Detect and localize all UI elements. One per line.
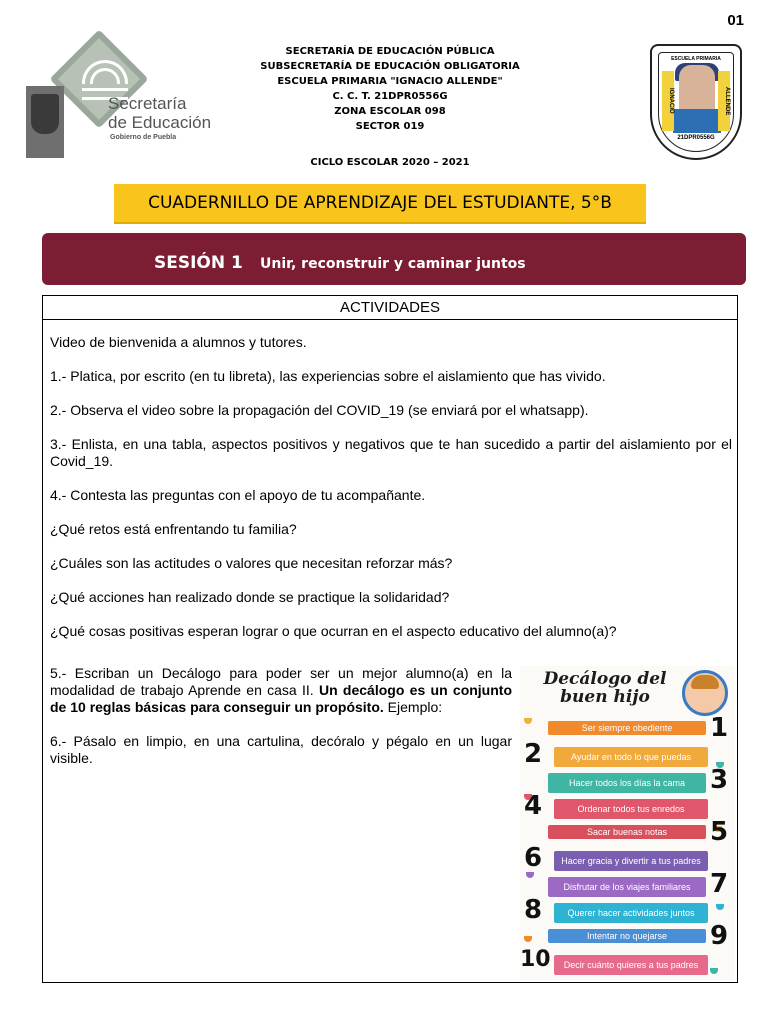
activity-question: ¿Qué acciones han realizado donde se practique la solidaridad? <box>50 589 450 605</box>
header-line: SECRETARÍA DE EDUCACIÓN PÚBLICA <box>285 46 495 57</box>
activity-question: ¿Qué cosas positivas esperan lograr o que ocurran en el aspecto educativo del alumno(a)? <box>50 623 617 639</box>
activities-box <box>42 295 738 983</box>
decalogue-rule: Intentar no quejarse <box>548 929 706 943</box>
page-number: 01 <box>727 12 744 29</box>
session-title: Unir, reconstruir y caminar juntos <box>260 256 526 272</box>
decalogue-rule-number: 2 <box>524 739 543 769</box>
booklet-title: CUADERNILLO DE APRENDIZAJE DEL ESTUDIANTE, 5°B <box>114 184 646 222</box>
decalogue-rule-number: 9 <box>710 921 729 951</box>
school-year: CICLO ESCOLAR 2020 – 2021 <box>310 157 470 168</box>
logo-name <box>108 94 211 132</box>
school-shield-logo <box>650 44 742 160</box>
activity-question: ¿Qué retos está enfrentando tu familia? <box>50 521 297 537</box>
header-line: SECTOR 019 <box>355 121 425 132</box>
shield-right-text: ALLENDE <box>718 71 730 131</box>
decalogue-rule: Decir cuánto quieres a tus padres <box>554 955 708 975</box>
decalogue-rule-number: 10 <box>520 947 551 972</box>
decalogue-rule: Ordenar todos tus enredos <box>554 799 708 819</box>
portrait-coat-icon <box>673 109 721 133</box>
shield-left-text: IGNACIO <box>662 71 674 131</box>
shield-top-text: ESCUELA PRIMARIA <box>671 56 721 62</box>
activity-item: Video de bienvenida a alumnos y tutores. <box>50 334 307 350</box>
logo-subtitle: Gobierno de Puebla <box>110 134 177 141</box>
decalogue-title-line1: Decálogo del <box>543 669 667 689</box>
activities-list <box>50 334 732 657</box>
activity-item-5 <box>50 665 512 716</box>
activity-item: 1.- Platica, por escrito (en tu libreta), las experiencias sobre el aislamiento que has vivido. <box>50 368 606 384</box>
decalogue-rule: Ser siempre obediente <box>548 721 706 735</box>
activity-item-6: 6.- Pásalo en limpio, en una cartulina, decóralo y pégalo en un lugar visible. <box>50 733 512 766</box>
logo-name-line2: de Educación <box>108 113 212 132</box>
decalogue-rule: Querer hacer actividades juntos <box>554 903 708 923</box>
institution-header <box>200 44 580 134</box>
decalogue-rule: Hacer todos los días la cama <box>548 773 706 793</box>
header-line: ZONA ESCOLAR 098 <box>334 106 446 117</box>
activity-5-example: Ejemplo: <box>387 699 443 715</box>
decalogue-poster <box>520 666 735 980</box>
activity-question: ¿Cuáles son las actitudes o valores que necesitan reforzar más? <box>50 555 453 571</box>
activity-five-six <box>50 665 512 784</box>
logo-name-line1: Secretaría <box>108 94 187 113</box>
header-line: ESCUELA PRIMARIA "IGNACIO ALLENDE" <box>277 76 503 87</box>
session-label: SESIÓN 1 <box>154 253 243 273</box>
decalogue-title-line2: buen hijo <box>560 687 650 707</box>
activity-5-text: 5.- Escriban un Decálogo para poder ser un mejor alumno(a) en la modalidad de trabajo Aprende en casa II. <box>50 665 512 698</box>
decalogue-rule-number: 3 <box>710 765 729 795</box>
puebla-shield-icon <box>26 86 64 158</box>
decalogue-rule: Sacar buenas notas <box>548 825 706 839</box>
decalogue-rule-number: 5 <box>710 817 729 847</box>
header-line: C. C. T. 21DPR0556G <box>332 91 448 102</box>
decalogue-rule-number: 7 <box>710 869 729 899</box>
activity-5-definition: Un decálogo es un conjunto de 10 reglas básicas para conseguir un propósito. <box>50 682 513 715</box>
activity-item: 3.- Enlista, en una tabla, aspectos positivos y negativos que te han sucedido a partir del aislamiento por el Covid_19. <box>50 436 732 469</box>
decalogue-rule-number: 1 <box>710 713 729 743</box>
decalogue-rule-number: 8 <box>524 895 543 925</box>
decalogue-title <box>530 670 680 706</box>
shield-bottom-text: 21DPR0556G <box>677 135 715 141</box>
secretaria-logo <box>24 38 214 158</box>
activities-header: ACTIVIDADES <box>43 296 737 320</box>
activity-item: 4.- Contesta las preguntas con el apoyo de tu acompañante. <box>50 487 426 503</box>
header-line: SUBSECRETARÍA DE EDUCACIÓN OBLIGATORIA <box>260 61 520 72</box>
decalogue-rule-number: 4 <box>524 791 543 821</box>
activity-item: 2.- Observa el video sobre la propagación del COVID_19 (se enviará por el whatsapp). <box>50 402 589 418</box>
decalogue-rule: Hacer gracia y divertir a tus padres <box>554 851 708 871</box>
shield-border <box>658 52 734 152</box>
session-bar <box>42 233 746 285</box>
decalogue-rule-number: 6 <box>524 843 543 873</box>
child-avatar-icon <box>682 670 728 716</box>
decalogue-rule: Ayudar en todo lo que puedas <box>554 747 708 767</box>
decalogue-rule: Disfrutar de los viajes familiares <box>548 877 706 897</box>
